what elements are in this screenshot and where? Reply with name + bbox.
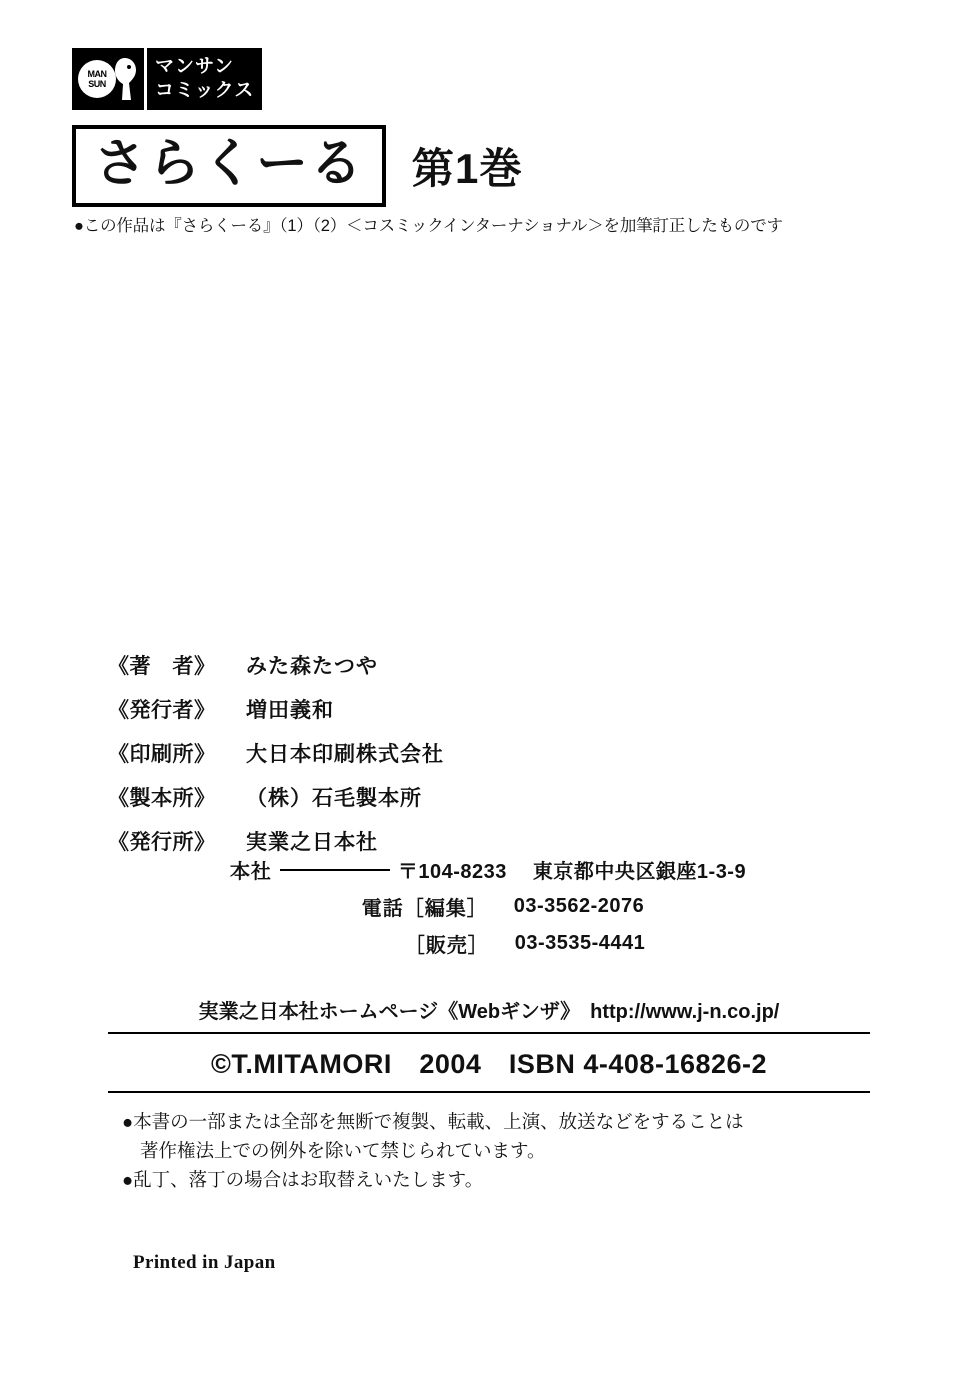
phone-sales-number: 03‐3535‐4441: [514, 932, 646, 954]
logo-mark: [72, 48, 144, 110]
credit-label: 《発行所》: [108, 831, 216, 854]
logo-word-2: コミックス: [155, 80, 255, 101]
credit-label: 《製本所》: [108, 787, 216, 810]
credit-value: 大日本印刷株式会社: [246, 743, 444, 766]
title-row: [72, 125, 522, 207]
legal-notice: [122, 1108, 862, 1195]
credit-row: [108, 650, 868, 680]
printed-in-japan: Printed in Japan: [133, 1252, 276, 1273]
volume-number: 第1巻: [412, 145, 523, 192]
credit-label: 《発行者》: [108, 699, 216, 722]
legal-line-1: ●本書の一部または全部を無断で複製、転載、上演、放送などをすることは: [122, 1111, 744, 1132]
book-title: さらくーる: [72, 125, 386, 207]
legal-line-3: ●乱丁、落丁の場合はお取替えいたします。: [122, 1169, 484, 1190]
publisher-logo: [72, 48, 262, 110]
phone-sales-line: [108, 929, 868, 958]
colophon-credits: [108, 650, 868, 870]
head-office-line: [108, 855, 868, 884]
phone-editorial-number: 03‐3562‐2076: [513, 895, 645, 917]
badge-line-1: MAN: [87, 69, 107, 79]
credit-label: 《印刷所》: [108, 743, 216, 766]
copyright-isbn-line: ©T.MITAMORI 2004 ISBN 4-408-16826-2: [108, 1042, 870, 1093]
credit-value: 実業之日本社: [246, 831, 378, 854]
credit-row: [108, 738, 868, 768]
bird-icon: [112, 56, 138, 102]
credit-value: みた森たつや: [246, 655, 378, 678]
address-block: [108, 855, 868, 966]
credit-label: 《著 者》: [108, 655, 216, 678]
street-address: 東京都中央区銀座1‐3‐9: [532, 861, 747, 883]
head-office-label: 本社: [229, 861, 272, 883]
postal-code: 〒104‐8233: [397, 861, 507, 883]
phone-editorial-line: [108, 892, 868, 921]
phone-sales-label: ［販売］: [404, 935, 489, 957]
logo-word-1: マンサン: [155, 56, 235, 77]
credit-row: [108, 782, 868, 812]
dash-rule: [280, 869, 390, 871]
logo-wordmark: [147, 48, 262, 110]
legal-line-2: 著作権法上での例外を除いて禁じられています。: [140, 1140, 546, 1161]
credit-row: [108, 826, 868, 856]
website-line[interactable]: 実業之日本社ホームページ《Webギンザ》 http://www.j-n.co.jp/: [108, 995, 870, 1034]
credit-value: 増田義和: [246, 699, 334, 722]
mansun-badge: [78, 60, 116, 98]
badge-line-2: SUN: [88, 79, 106, 89]
credit-row: [108, 694, 868, 724]
source-note: ●この作品は『さらくーる』（1）（2）＜コスミックインターナショナル＞を加筆訂正したものです: [74, 217, 783, 235]
phone-editorial-label: 電話［編集］: [361, 898, 488, 920]
credit-value: （株）石毛製本所: [246, 787, 422, 810]
